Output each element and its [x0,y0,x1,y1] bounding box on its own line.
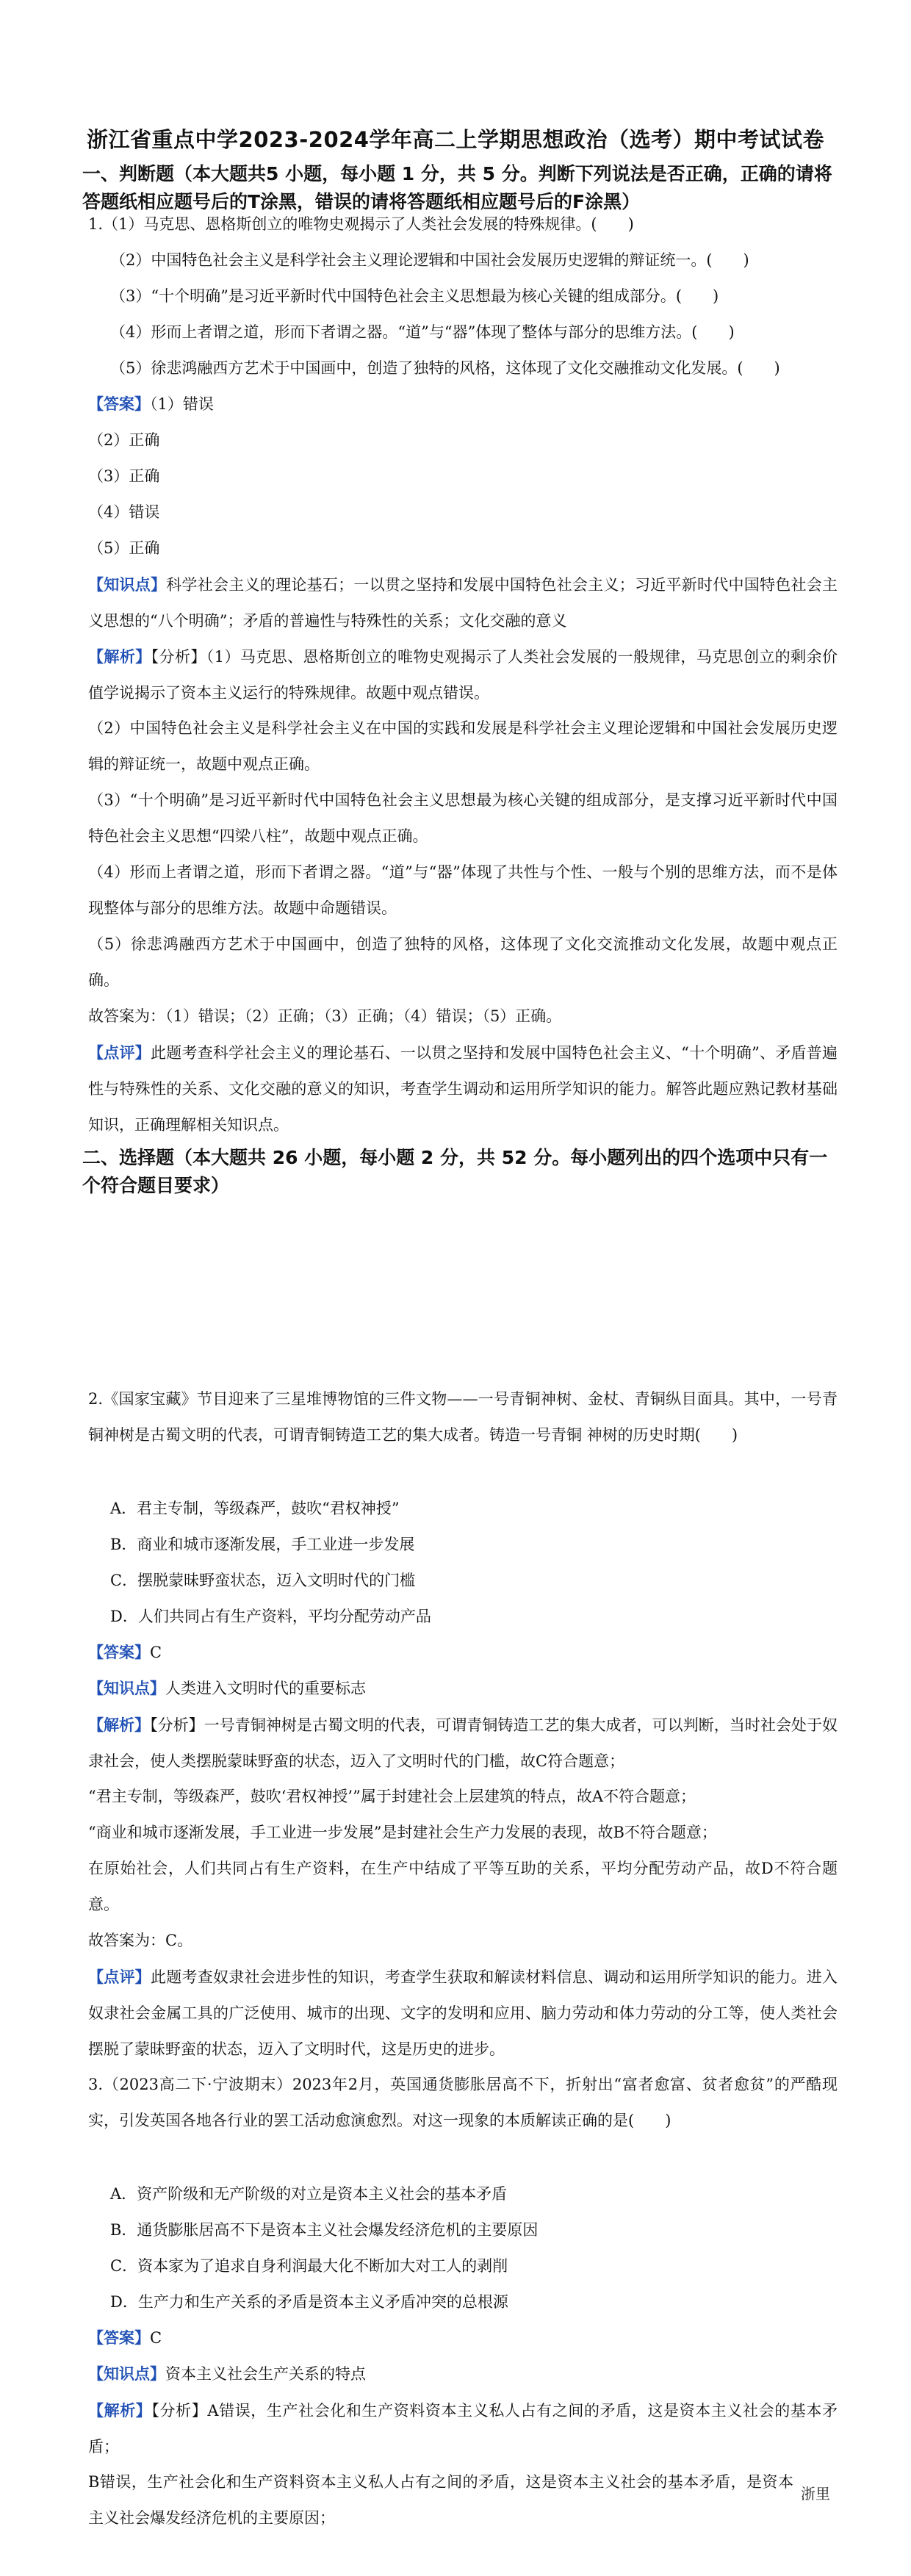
q3-option-b: B．通货膨胀居高不下是资本主义社会爆发经济危机的主要原因 [110,2221,539,2239]
section-heading-judgement: 一、判断题（本大题共5 小题，每小题 1 分，共 5 分。判断下列说法是否正确，正确的请将答题纸相应题号后的T涂黑，错误的请将答题纸相应题号后的F涂黑） [82,163,832,212]
answer-value: （2）正确 [88,431,160,449]
q1-item: （5）徐悲鸿融西方艺术于中国画中，创造了独特的风格，这体现了文化交融推动文化发展。( ) [110,359,780,377]
q2-answer: 【答案】C [88,1643,162,1661]
q3-option-d: D．生产力和生产关系的矛盾是资本主义矛盾冲突的总根源 [110,2293,508,2311]
q2-knowledge: 【知识点】人类进入文明时代的重要标志 [88,1679,366,1697]
q2-analysis: “商业和城市逐渐发展，手工业进一步发展”是封建社会生产力发展的表现，故B不符合题意； [88,1824,717,1841]
analysis-paragraph: （3）“十个明确”是习近平新时代中国特色社会主义思想最为核心关键的组成部分，是支撑习近平新时代中国特色社会主义思想“四梁八柱”，故题中观点正确。 [88,791,838,845]
answer-value: （3）正确 [88,467,160,485]
analysis-conclusion: 故答案为：（1）错误；（2）正确；（3）正确；（4）错误；（5）正确。 [88,1007,562,1025]
q2-stem: 2.《国家宝藏》节目迎来了三星堆博物馆的三件文物——一号青铜神树、金杖、青铜纵目面具。其中，一号青铜神树是古蜀文明的代表，可谓青铜铸造工艺的集大成者。铸造一号青铜 神树的历史时期( ) [88,1390,838,1444]
q3-analysis: B错误，生产社会化和生产资料资本主义私人占有之间的矛盾，这是资本主义社会的基本矛盾，是资本主义社会爆发经济危机的主要原因； [88,2473,793,2527]
analysis-paragraph: （5）徐悲鸿融西方艺术于中国画中，创造了独特的风格，这体现了文化交流推动文化发展，故题中观点正确。 [88,935,838,989]
q1-item: （2）中国特色社会主义是科学社会主义理论逻辑和中国社会发展历史逻辑的辩证统一。( ) [110,251,749,269]
page-footer: 浙里 [801,2485,830,2503]
q2-analysis: 【解析】【分析】一号青铜神树是古蜀文明的代表，可谓青铜铸造工艺的集大成者，可以判断，当时社会处于奴隶社会，使人类摆脱蒙昧野蛮的状态，迈入了文明时代的门槛，故C符合题意； [88,1716,838,1770]
q2-option-d: D．人们共同占有生产资料，平均分配劳动产品 [110,1608,431,1625]
answer-row [88,393,214,415]
q2-analysis-conclusion: 故答案为：C。 [88,1932,193,1949]
q3-answer: 【答案】C [88,2328,162,2347]
answer-value: （1）错误 [150,395,214,413]
q1-item: （3）“十个明确”是习近平新时代中国特色社会主义思想最为核心关键的组成部分。( ) [110,287,719,305]
q3-analysis: 【解析】【分析】A错误，生产社会化和生产资料资本主义私人占有之间的矛盾，这是资本主义社会的基本矛盾； [88,2401,838,2456]
q3-option-a: A．资产阶级和无产阶级的对立是资本主义社会的基本矛盾 [110,2185,508,2203]
knowledge-point: 【知识点】科学社会主义的理论基石；一以贯之坚持和发展中国特色社会主义；习近平新时代中国特色社会主义思想的“八个明确”；矛盾的普遍性与特殊性的关系；文化交融的意义 [88,575,838,630]
q3-option-c: C．资本家为了追求自身利润最大化不断加大对工人的剥削 [110,2257,508,2275]
answer-value: （5）正确 [88,539,160,557]
page-title: 浙江省重点中学2023-2024学年高二上学期思想政治（选考）期中考试试卷 [87,127,824,152]
q2-analysis: 在原始社会，人们共同占有生产资料，在生产中结成了平等互助的关系，平均分配劳动产品，故D不符合题意。 [88,1860,838,1913]
q2-analysis: “君主专制，等级森严，鼓吹‘君权神授’”属于封建社会上层建筑的特点，故A不符合题意； [88,1788,696,1805]
section-heading-choice: 二、选择题（本大题共 26 小题，每小题 2 分，共 52 分。每小题列出的四个选项中只有一个符合题目要求） [82,1147,828,1196]
q3-knowledge: 【知识点】资本主义社会生产关系的特点 [88,2364,366,2383]
blank-space [88,1212,823,1323]
analysis-paragraph: （4）形而上者谓之道，形而下者谓之器。“道”与“器”体现了共性与个性、一般与个别的思维方法，而不是体现整体与部分的思维方法。故题中命题错误。 [88,863,838,917]
q2-option-c: C．摆脱蒙昧野蛮状态，迈入文明时代的门槛 [110,1572,416,1589]
q1-item: （4）形而上者谓之道，形而下者谓之器。“道”与“器”体现了整体与部分的思维方法。( ) [110,323,735,341]
q2-option-a: A．君主专制，等级森严，鼓吹“君权神授” [110,1500,400,1517]
answer-label: 【答案】 [88,395,150,413]
analysis-paragraph: （2）中国特色社会主义是科学社会主义在中国的实践和发展是科学社会主义理论逻辑和中国社会发展历史逻辑的辩证统一，故题中观点正确。 [88,719,838,773]
answer-value: （4）错误 [88,503,160,521]
analysis-paragraph: 【解析】【分析】（1）马克思、恩格斯创立的唯物史观揭示了人类社会发展的一般规律，马克思创立的剩余价值学说揭示了资本主义运行的特殊规律。故题中观点错误。 [88,647,838,702]
comment-paragraph: 【点评】此题考查科学社会主义的理论基石、一以贯之坚持和发展中国特色社会主义、“十个明确”、矛盾普遍性与特殊性的关系、文化交融的意义的知识，考查学生调动和运用所学知识的能力。解答此题应熟记教材基础知识，正确理解相关知识点。 [88,1043,838,1134]
q2-comment: 【点评】此题考查奴隶社会进步性的知识，考查学生获取和解读材料信息、调动和运用所学知识的能力。进入奴隶社会金属工具的广泛使用、城市的出现、文字的发明和应用、脑力劳动和体力劳动的分工等，使人类社会摆脱了蒙昧野蛮的状态，迈入了文明时代，这是历史的进步。 [88,1968,838,2058]
q3-stem: 3.（2023高二下·宁波期末）2023年2月，英国通货膨胀居高不下，折射出“富者愈富、贫者愈贫”的严酷现实，引发英国各地各行业的罢工活动愈演愈烈。对这一现象的本质解读正确的是( ) [88,2076,838,2129]
q1-item: 1.（1）马克思、恩格斯创立的唯物史观揭示了人类社会发展的特殊规律。( ) [88,215,634,233]
q2-option-b: B．商业和城市逐渐发展，手工业进一步发展 [110,1536,415,1553]
